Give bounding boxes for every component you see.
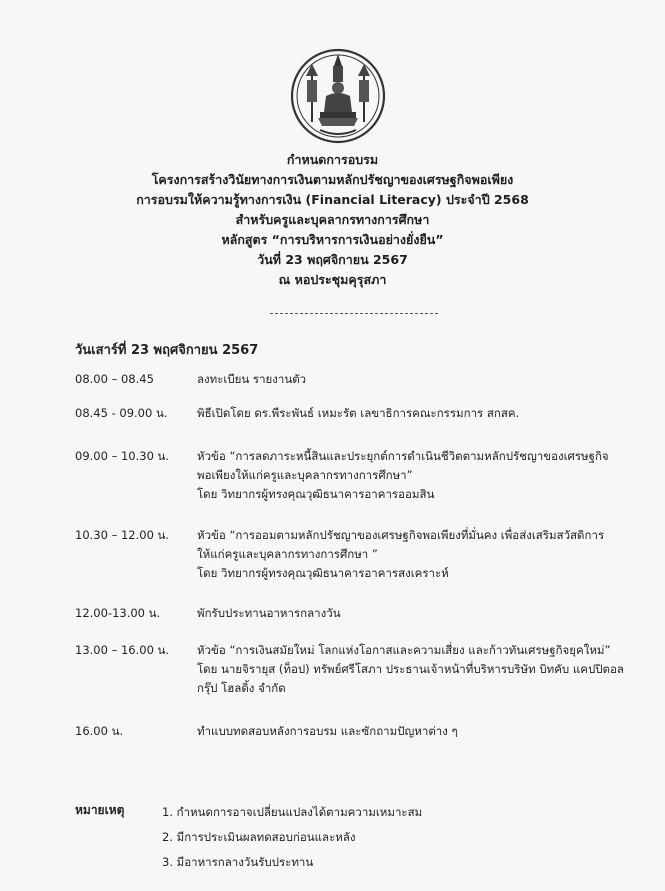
schedule-time: 08.00 – 08.45 (75, 372, 154, 386)
header-date: วันที่ 23 พฤศจิกายน 2567 (257, 252, 408, 267)
schedule-line: หัวข้อ “การลดภาระหนี้สินและประยุกต์การดำเนินชีวิตตามหลักปรัชญาของเศรษฐกิจ (197, 449, 609, 463)
header-course: หลักสูตร “การบริหารการเงินอย่างยั่งยืน” (221, 232, 444, 247)
schedule-line: พิธีเปิดโดย ดร.พีระพันธ์ เหมะรัต เลขาธิการคณะกรรมการ สกสค. (197, 406, 520, 420)
khurusapha-emblem (290, 46, 386, 146)
schedule-time: 10.30 – 12.00 น. (75, 528, 170, 542)
header-block (60, 150, 605, 290)
schedule-desc (197, 447, 637, 504)
schedule-line: โดย วิทยากรผู้ทรงคุณวุฒิธนาคารอาคารสงเคราะห์ (197, 566, 449, 580)
schedule-time: 12.00-13.00 น. (75, 606, 161, 620)
schedule-desc (197, 604, 637, 623)
schedule-line: ทำแบบทดสอบหลังการอบรม และซักถามปัญหาต่าง ๆ (197, 724, 458, 738)
note-item: 1. กำหนดการอาจเปลี่ยนแปลงได้ตามความเหมาะสม (162, 805, 423, 819)
header-title: กำหนดการอบรม (286, 152, 379, 167)
schedule-line: กรุ๊ป โฮลดิ้ง จำกัด (197, 681, 286, 695)
schedule-line: โดย วิทยากรผู้ทรงคุณวุฒิธนาคารอาคารออมสิน (197, 487, 435, 501)
schedule-line: พักรับประทานอาหารกลางวัน (197, 606, 341, 620)
day-heading: วันเสาร์ที่ 23 พฤศจิกายน 2567 (75, 343, 259, 358)
schedule-desc (197, 370, 637, 389)
schedule-line: ลงทะเบียน รายงานตัว (197, 372, 307, 386)
schedule-line: โดย นายจิรายุส (ท็อป) ทรัพย์ศรีโสภา ประธานเจ้าหน้าที่บริหารบริษัท บิทคับ แคปปิตอล (197, 662, 624, 676)
schedule-time: 08.45 - 09.00 น. (75, 406, 168, 420)
schedule-line: พอเพียงให้แก่ครูและบุคลากรทางการศึกษา” (197, 468, 413, 482)
notes-label: หมายเหตุ (75, 803, 125, 817)
schedule-time: 09.00 – 10.30 น. (75, 449, 170, 463)
schedule-line: หัวข้อ “การออมตามหลักปรัชญาของเศรษฐกิจพอเพียงที่มั่นคง เพื่อส่งเสริมสวัสดิการ (197, 528, 605, 542)
header-audience: สำหรับครูและบุคลากรทางการศึกษา (235, 212, 430, 227)
divider (270, 313, 438, 314)
schedule-desc (197, 526, 637, 583)
schedule-time: 13.00 – 16.00 น. (75, 643, 170, 657)
schedule-desc (197, 404, 637, 423)
header-venue: ณ หอประชุมคุรุสภา (278, 272, 387, 287)
schedule-time: 16.00 น. (75, 724, 124, 738)
header-project: โครงการสร้างวินัยทางการเงินตามหลักปรัชญาของเศรษฐกิจพอเพียง (151, 172, 514, 187)
note-item: 3. มีอาหารกลางวันรับประทาน (162, 855, 314, 869)
header-training: การอบรมให้ความรู้ทางการเงิน (Financial Literacy) ประจำปี 2568 (136, 192, 529, 207)
schedule-desc (197, 641, 637, 698)
schedule-line: ให้แก่ครูและบุคลากรทางการศึกษา ” (197, 547, 378, 561)
notes-list (162, 800, 422, 875)
schedule-desc (197, 722, 637, 741)
schedule-line: หัวข้อ “การเงินสมัยใหม่ โลกแห่งโอกาสและความเสี่ยง และก้าวทันเศรษฐกิจยุคใหม่” (197, 643, 611, 657)
note-item: 2. มีการประเมินผลทดสอบก่อนและหลัง (162, 830, 356, 844)
